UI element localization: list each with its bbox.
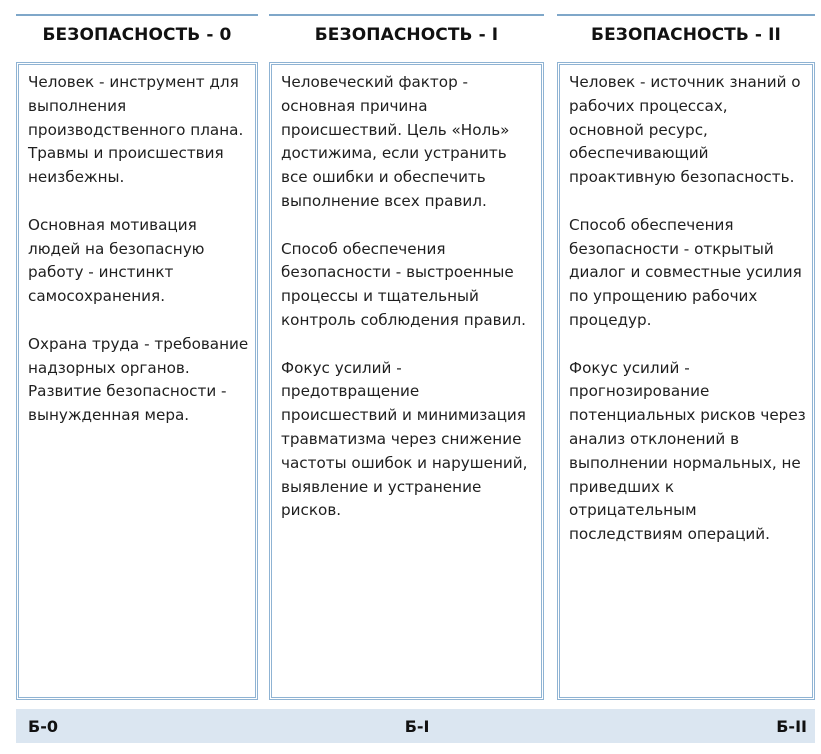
column-paragraph: Способ обеспечения безопасности - выстроенные процессы и тщательный контроль соблюдения правил. <box>281 239 527 329</box>
column-title: БЕЗОПАСНОСТЬ - 0 <box>16 14 258 54</box>
column-text-box <box>557 62 815 700</box>
column-paragraph: Человеческий фактор - основная причина происшествий. Цель «Ноль» достижима, если устранить все ошибки и обеспечить выполнение всех правил. <box>281 73 510 210</box>
column-paragraph: Способ обеспечения безопасности - открытый диалог и совместные усилия по упрощению рабочих процедур. <box>569 215 802 329</box>
column-paragraph: Человек - источник знаний о рабочих процессах, основной ресурс, обеспечивающий проактивную безопасность. <box>569 73 801 187</box>
column-paragraph: Фокус усилий - прогнозирование потенциальных рисков через анализ отклонений в выполнении нормальных, не приведших к отрицательным последствиям операций. <box>569 358 806 544</box>
footer-label-b2: Б-II <box>776 716 807 736</box>
column-paragraph: Человек - инструмент для выполнения производственного плана. Травмы и происшествия неизбежны. <box>28 73 244 187</box>
column-title: БЕЗОПАСНОСТЬ - I <box>269 14 544 54</box>
footer-bar <box>16 709 815 743</box>
column-paragraph: Основная мотивация людей на безопасную работу - инстинкт самосохранения. <box>28 215 205 306</box>
footer-label-b1: Б-I <box>404 716 430 736</box>
column-title: БЕЗОПАСНОСТЬ - II <box>557 14 815 54</box>
column-text-box <box>16 62 258 700</box>
column-text-box <box>269 62 544 700</box>
column-paragraph: Фокус усилий - предотвращение происшествий и минимизация травматизма через снижение частоты ошибок и нарушений, выявление и устранение рисков. <box>281 358 528 520</box>
column-paragraph: Охрана труда - требование надзорных органов. Развитие безопасности - вынужденная мера. <box>28 334 249 425</box>
footer-label-b0: Б-0 <box>28 716 58 736</box>
